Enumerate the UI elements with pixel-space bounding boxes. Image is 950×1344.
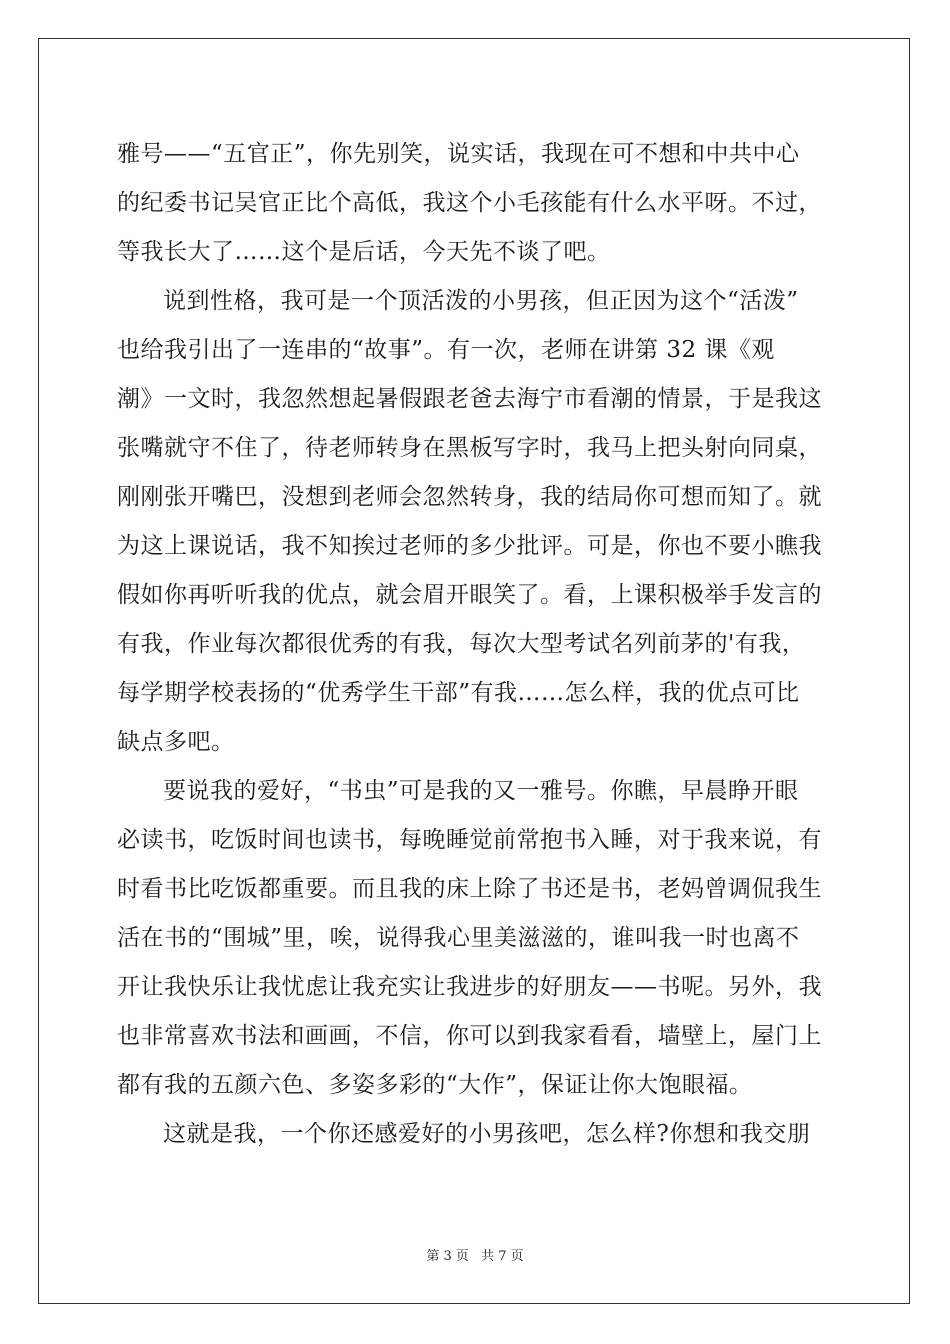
- text-line: 这就是我，一个你还感爱好的小男孩吧，怎么样?你想和我交朋: [163, 1121, 811, 1147]
- text-line: 有我，作业每次都很优秀的有我，每次大型考试名列前茅的'有我，: [117, 631, 806, 657]
- document-body: [117, 130, 837, 1159]
- paragraph-3: [117, 767, 837, 1110]
- text-line: 缺点多吧。: [117, 729, 235, 755]
- text-line: 刚刚张开嘴巴，没想到老师会忽然转身，我的结局你可想而知了。就: [117, 484, 822, 510]
- text-line: 的纪委书记吴官正比个高低，我这个小毛孩能有什么水平呀。不过，: [117, 190, 822, 216]
- paragraph-1: [117, 130, 837, 277]
- paragraph-2: [117, 277, 837, 767]
- text-line: 也给我引出了一连串的“故事”。有一次，老师在讲第 32 课《观: [117, 337, 775, 363]
- paragraph-4: [117, 1110, 837, 1159]
- text-line: 都有我的五颜六色、多姿多彩的“大作”，保证让你大饱眼福。: [117, 1072, 753, 1098]
- text-line: 必读书，吃饭时间也读书，每晚睡觉前常抱书入睡，对于我来说，有: [117, 827, 822, 853]
- text-line: 也非常喜欢书法和画画，不信，你可以到我家看看，墙壁上，屋门上: [117, 1023, 822, 1049]
- text-line: 潮》一文时，我忽然想起暑假跟老爸去海宁市看潮的情景，于是我这: [117, 386, 822, 412]
- text-line: 开让我快乐让我忧虑让我充实让我进步的好朋友——书呢。另外，我: [117, 974, 822, 1000]
- text-line: 要说我的爱好，“书虫”可是我的又一雅号。你瞧，早晨睁开眼: [163, 778, 799, 804]
- text-line: 为这上课说话，我不知挨过老师的多少批评。可是，你也不要小瞧我: [117, 533, 822, 559]
- text-line: 等我长大了……这个是后话，今天先不谈了吧。: [117, 239, 611, 265]
- text-line: 活在书的“围城”里，唉，说得我心里美滋滋的，谁叫我一时也离不: [117, 925, 800, 951]
- page-total: 共 7 页: [481, 1249, 524, 1264]
- text-line: 每学期学校表扬的“优秀学生干部”有我……怎么样，我的优点可比: [117, 680, 800, 706]
- page-footer: [0, 1245, 950, 1264]
- text-line: 说到性格，我可是一个顶活泼的小男孩，但正因为这个“活泼”: [163, 288, 799, 314]
- text-line: 张嘴就守不住了，待老师转身在黑板写字时，我马上把头射向同桌，: [117, 435, 822, 461]
- text-line: 雅号——“五官正”，你先别笑，说实话，我现在可不想和中共中心: [117, 141, 800, 167]
- page-number: 第 3 页: [426, 1249, 469, 1264]
- text-line: 假如你再听听我的优点，就会眉开眼笑了。看，上课积极举手发言的: [117, 582, 822, 608]
- text-line: 时看书比吃饭都重要。而且我的床上除了书还是书，老妈曾调侃我生: [117, 876, 822, 902]
